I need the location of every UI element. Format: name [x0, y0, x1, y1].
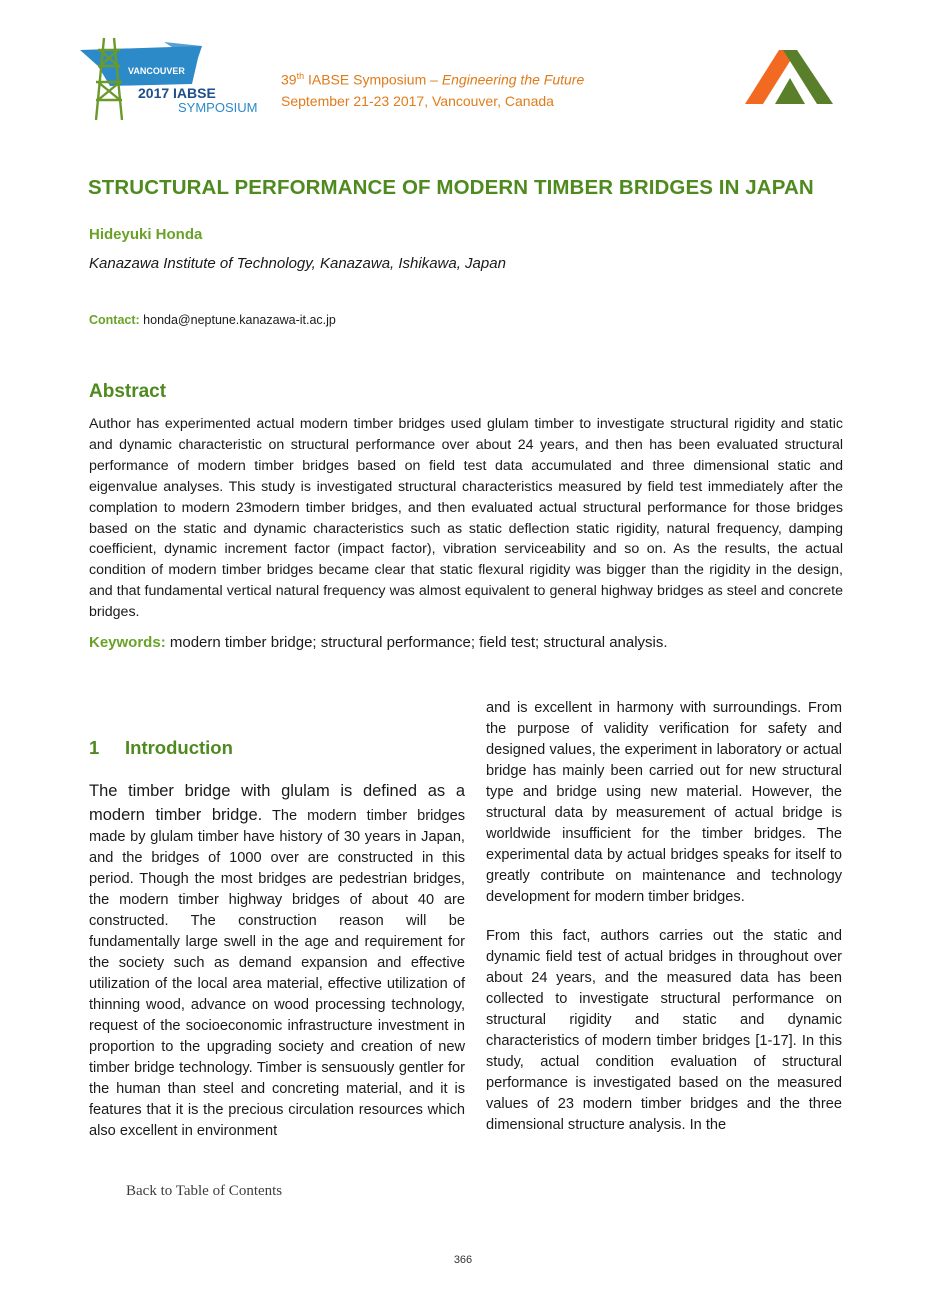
- intro-right-paragraph-2: From this fact, authors carries out the static and dynamic field test of actual bridges in throughout over about 24 years, and the measured data has been collected to investigate structural performance on structural rigidity and static and dynamic characteristics of modern timber bridges [1-17]. In this study, actual condition evaluation of structural performance is investigated based on the measured values of 23 modern timber bridges and the three dimensional structure analysis. In the: [486, 928, 842, 1133]
- conference-line: [281, 66, 584, 91]
- keywords-text: modern timber bridge; structural performance; field test; structural analysis.: [165, 634, 668, 651]
- symposium-name: IABSE Symposium –: [304, 71, 442, 88]
- author-affiliation: Kanazawa Institute of Technology, Kanazawa, Ishikawa, Japan: [89, 255, 506, 272]
- contact-email[interactable]: honda@neptune.kanazawa-it.ac.jp: [139, 313, 336, 327]
- iabse-symposium-logo: [74, 36, 270, 122]
- section-heading-introduction: [89, 737, 233, 759]
- intro-left-paragraph: [89, 779, 465, 1142]
- abstract-text: Author has experimented actual modern timber bridges used glulam timber to investigate structural rigidity and static and dynamic characteristic on structural performance over about 24 years, and then has been evaluated structural performance of modern timber bridges based on field test data accumulated and three dimensional static and eigenvalue analyses. This study is investigated structural characteristics measured by field test immediately after the complation to modern 23modern timber bridges, and then evaluated actual structural performance for those bridges based on the static and dynamic characteristics such as static deflection static rigidity, natural frequency, damping coefficient, dynamic increment factor (impact factor), vibration serviceability and so on. As the results, the actual condition of modern timber bridges became clear that static flexural rigidity was bigger than the rigidity in the design, and that fundamental vertical natural frequency was almost equivalent to general highway bridges as steel and concrete bridges.: [89, 416, 843, 621]
- page-number: 366: [453, 1254, 473, 1266]
- edition-number: 39: [281, 71, 297, 88]
- logo-city: VANCOUVER: [128, 66, 185, 76]
- intro-right-paragraph-1: and is excellent in harmony with surroundings. From the purpose of validity verification for safety and designed values, the experiment in laboratory or actual bridge has mainly been carried out for new structural type and bridge using new material. However, the structural data by measurement of actual bridge is worldwide insufficient for the timber bridges. The experimental data by actual bridges speaks for itself to greatly contribute on maintenance and technology development for modern timber bridges.: [486, 700, 842, 905]
- edition-suffix: th: [296, 71, 305, 81]
- symposium-theme: Engineering the Future: [441, 71, 585, 88]
- abstract-body: [89, 414, 843, 623]
- intro-left-text: The modern timber bridges made by glulam timber have history of 30 years in Japan, and the bridges of 1000 over are constructed in this period. Though the most bridges are pedestrian bridges, the modern timber highway bridges of about 40 are constructed. The construction reason will be fundamentally large swell in the age and requirement for the society such as demand expansion and effective utilization of the local area material, effective utilization of thinning wood, advance on wood processing technology, request of the socioeconomic infrastructure investment in proportion to the upgrading society and creation of new timber bridge technology. Timber is sensuously gentler for the human than steel and concreting material, and it is features that it is the precious circulation resources which also excellent in environment: [89, 808, 465, 1139]
- intro-right-column: [486, 698, 842, 1136]
- iabse-a-logo: [745, 50, 833, 104]
- contact-line: [89, 313, 336, 327]
- section-title: Introduction: [125, 737, 233, 758]
- section-number: 1: [89, 737, 100, 758]
- intro-lead-sentence: The timber bridge with glulam is defined as a modern timber bridge.: [89, 782, 465, 824]
- logo-green-inner-shape: [775, 78, 805, 104]
- conference-dates: September 21-23 2017, Vancouver, Canada: [281, 92, 554, 109]
- logo-event: SYMPOSIUM: [178, 100, 258, 115]
- intro-left-column: [89, 779, 465, 1142]
- author-name: Hideyuki Honda: [89, 226, 203, 243]
- conference-header: [281, 66, 584, 112]
- keywords-line: [89, 634, 668, 651]
- back-to-contents-link[interactable]: Back to Table of Contents: [126, 1183, 283, 1199]
- contact-label: Contact:: [89, 313, 140, 327]
- logo-year-org: 2017 IABSE: [138, 85, 216, 101]
- abstract-heading: Abstract: [89, 381, 167, 402]
- paper-title: STRUCTURAL PERFORMANCE OF MODERN TIMBER BRIDGES IN JAPAN: [88, 176, 814, 199]
- keywords-label: Keywords:: [89, 634, 166, 651]
